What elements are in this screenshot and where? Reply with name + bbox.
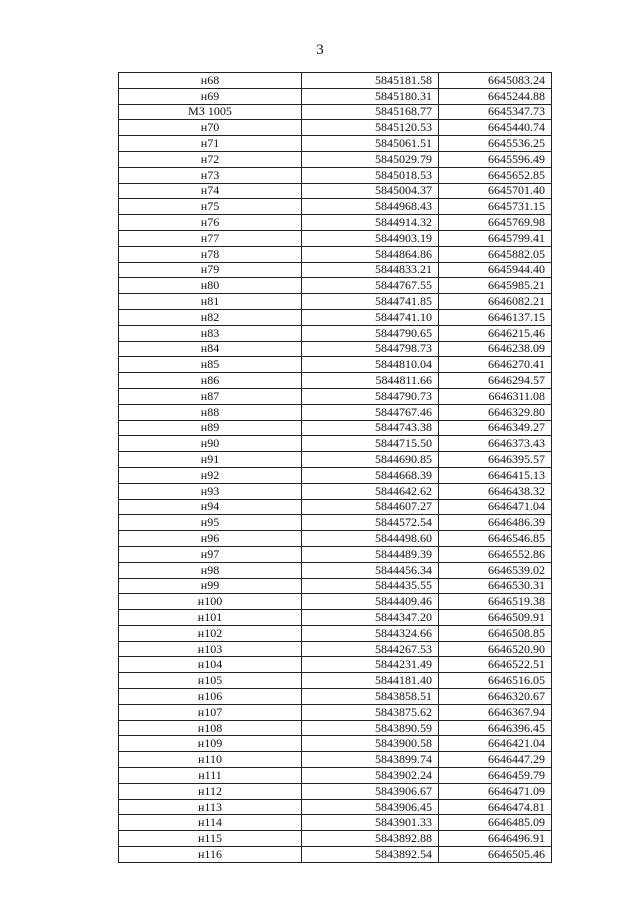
point-name-cell: н81	[119, 294, 302, 310]
point-name-cell: н80	[119, 278, 302, 294]
point-name-cell: н114	[119, 815, 302, 831]
table-row	[119, 689, 552, 705]
table-row	[119, 625, 552, 641]
table-row	[119, 736, 552, 752]
point-name-cell: н100	[119, 594, 302, 610]
table-row	[119, 673, 552, 689]
table-row	[119, 151, 552, 167]
y-coordinate-cell: 6645769.98	[439, 215, 552, 231]
y-coordinate-cell: 6645944.40	[439, 262, 552, 278]
y-coordinate-cell: 6645347.73	[439, 104, 552, 120]
table-row	[119, 278, 552, 294]
y-coordinate-cell: 6645536.25	[439, 136, 552, 152]
y-coordinate-cell: 6646270.41	[439, 357, 552, 373]
table-row	[119, 452, 552, 468]
x-coordinate-cell: 5844864.86	[302, 246, 439, 262]
point-name-cell: н73	[119, 167, 302, 183]
point-name-cell: н86	[119, 373, 302, 389]
x-coordinate-cell: 5844668.39	[302, 467, 439, 483]
x-coordinate-cell: 5844347.20	[302, 610, 439, 626]
x-coordinate-cell: 5843906.67	[302, 783, 439, 799]
y-coordinate-cell: 6646320.67	[439, 689, 552, 705]
table-row	[119, 262, 552, 278]
point-name-cell: н101	[119, 610, 302, 626]
y-coordinate-cell: 6646395.57	[439, 452, 552, 468]
point-name-cell: н98	[119, 562, 302, 578]
x-coordinate-cell: 5844231.49	[302, 657, 439, 673]
point-name-cell: н106	[119, 689, 302, 705]
y-coordinate-cell: 6646459.79	[439, 768, 552, 784]
y-coordinate-cell: 6646546.85	[439, 531, 552, 547]
point-name-cell: н94	[119, 499, 302, 515]
point-name-cell: н103	[119, 641, 302, 657]
page-number: 3	[316, 42, 324, 58]
x-coordinate-cell: 5844743.38	[302, 420, 439, 436]
x-coordinate-cell: 5845168.77	[302, 104, 439, 120]
table-row	[119, 230, 552, 246]
table-row	[119, 594, 552, 610]
point-name-cell: н96	[119, 531, 302, 547]
table-row	[119, 657, 552, 673]
y-coordinate-cell: 6646137.15	[439, 309, 552, 325]
x-coordinate-cell: 5844456.34	[302, 562, 439, 578]
point-name-cell: н69	[119, 88, 302, 104]
x-coordinate-cell: 5843890.59	[302, 720, 439, 736]
point-name-cell: н74	[119, 183, 302, 199]
point-name-cell: н84	[119, 341, 302, 357]
y-coordinate-cell: 6645799.41	[439, 230, 552, 246]
table-row	[119, 483, 552, 499]
x-coordinate-cell: 5844267.53	[302, 641, 439, 657]
y-coordinate-cell: 6646471.09	[439, 783, 552, 799]
x-coordinate-cell: 5844642.62	[302, 483, 439, 499]
y-coordinate-cell: 6646471.04	[439, 499, 552, 515]
y-coordinate-cell: 6646215.46	[439, 325, 552, 341]
point-name-cell: н116	[119, 847, 302, 863]
x-coordinate-cell: 5843875.62	[302, 704, 439, 720]
table-row	[119, 531, 552, 547]
y-coordinate-cell: 6646238.09	[439, 341, 552, 357]
point-name-cell: н78	[119, 246, 302, 262]
y-coordinate-cell: 6645882.05	[439, 246, 552, 262]
table-row	[119, 120, 552, 136]
point-name-cell: н71	[119, 136, 302, 152]
table-row	[119, 847, 552, 863]
x-coordinate-cell: 5844833.21	[302, 262, 439, 278]
table-row	[119, 610, 552, 626]
table-row	[119, 768, 552, 784]
point-name-cell: н110	[119, 752, 302, 768]
table-row	[119, 799, 552, 815]
x-coordinate-cell: 5844790.73	[302, 388, 439, 404]
y-coordinate-cell: 6646396.45	[439, 720, 552, 736]
y-coordinate-cell: 6646508.85	[439, 625, 552, 641]
table-row	[119, 720, 552, 736]
point-name-cell: н72	[119, 151, 302, 167]
table-row	[119, 562, 552, 578]
table-row	[119, 515, 552, 531]
point-name-cell: н88	[119, 404, 302, 420]
x-coordinate-cell: 5845018.53	[302, 167, 439, 183]
y-coordinate-cell: 6646311.08	[439, 388, 552, 404]
y-coordinate-cell: 6646349.27	[439, 420, 552, 436]
y-coordinate-cell: 6646421.04	[439, 736, 552, 752]
y-coordinate-cell: 6645701.40	[439, 183, 552, 199]
table-row	[119, 294, 552, 310]
x-coordinate-cell: 5845180.31	[302, 88, 439, 104]
y-coordinate-cell: 6646505.46	[439, 847, 552, 863]
x-coordinate-cell: 5845004.37	[302, 183, 439, 199]
x-coordinate-cell: 5844968.43	[302, 199, 439, 215]
y-coordinate-cell: 6646509.91	[439, 610, 552, 626]
x-coordinate-cell: 5844409.46	[302, 594, 439, 610]
point-name-cell: н95	[119, 515, 302, 531]
x-coordinate-cell: 5844741.10	[302, 309, 439, 325]
x-coordinate-cell: 5844903.19	[302, 230, 439, 246]
table-row	[119, 641, 552, 657]
y-coordinate-cell: 6646486.39	[439, 515, 552, 531]
point-name-cell: н107	[119, 704, 302, 720]
y-coordinate-cell: 6646373.43	[439, 436, 552, 452]
table-row	[119, 215, 552, 231]
y-coordinate-cell: 6646294.57	[439, 373, 552, 389]
y-coordinate-cell: 6645244.88	[439, 88, 552, 104]
y-coordinate-cell: 6645985.21	[439, 278, 552, 294]
table-row	[119, 357, 552, 373]
x-coordinate-cell: 5843899.74	[302, 752, 439, 768]
point-name-cell: н93	[119, 483, 302, 499]
y-coordinate-cell: 6646516.05	[439, 673, 552, 689]
x-coordinate-cell: 5845061.51	[302, 136, 439, 152]
y-coordinate-cell: 6646438.32	[439, 483, 552, 499]
coordinates-table-body	[119, 73, 552, 863]
point-name-cell: н77	[119, 230, 302, 246]
table-row	[119, 246, 552, 262]
y-coordinate-cell: 6646496.91	[439, 831, 552, 847]
point-name-cell: н113	[119, 799, 302, 815]
table-row	[119, 388, 552, 404]
x-coordinate-cell: 5845181.58	[302, 73, 439, 89]
x-coordinate-cell: 5844810.04	[302, 357, 439, 373]
x-coordinate-cell: 5844767.46	[302, 404, 439, 420]
x-coordinate-cell: 5844607.27	[302, 499, 439, 515]
point-name-cell: н105	[119, 673, 302, 689]
point-name-cell: н109	[119, 736, 302, 752]
point-name-cell: н102	[119, 625, 302, 641]
point-name-cell: н83	[119, 325, 302, 341]
x-coordinate-cell: 5844498.60	[302, 531, 439, 547]
y-coordinate-cell: 6646367.94	[439, 704, 552, 720]
y-coordinate-cell: 6646485.09	[439, 815, 552, 831]
table-row	[119, 578, 552, 594]
x-coordinate-cell: 5844741.85	[302, 294, 439, 310]
x-coordinate-cell: 5843906.45	[302, 799, 439, 815]
y-coordinate-cell: 6646329.80	[439, 404, 552, 420]
x-coordinate-cell: 5844690.85	[302, 452, 439, 468]
x-coordinate-cell: 5843892.54	[302, 847, 439, 863]
x-coordinate-cell: 5844811.66	[302, 373, 439, 389]
x-coordinate-cell: 5843858.51	[302, 689, 439, 705]
point-name-cell: н115	[119, 831, 302, 847]
x-coordinate-cell: 5845120.53	[302, 120, 439, 136]
x-coordinate-cell: 5843902.24	[302, 768, 439, 784]
point-name-cell: н75	[119, 199, 302, 215]
point-name-cell: н90	[119, 436, 302, 452]
point-name-cell: н79	[119, 262, 302, 278]
point-name-cell: н70	[119, 120, 302, 136]
y-coordinate-cell: 6646520.90	[439, 641, 552, 657]
y-coordinate-cell: 6646530.31	[439, 578, 552, 594]
table-row	[119, 183, 552, 199]
point-name-cell: н104	[119, 657, 302, 673]
y-coordinate-cell: 6646539.02	[439, 562, 552, 578]
table-row	[119, 136, 552, 152]
y-coordinate-cell: 6646552.86	[439, 546, 552, 562]
table-row	[119, 467, 552, 483]
x-coordinate-cell: 5844715.50	[302, 436, 439, 452]
table-row	[119, 373, 552, 389]
y-coordinate-cell: 6645652.85	[439, 167, 552, 183]
table-row	[119, 73, 552, 89]
point-name-cell: МЗ 1005	[119, 104, 302, 120]
point-name-cell: н89	[119, 420, 302, 436]
y-coordinate-cell: 6645083.24	[439, 73, 552, 89]
table-row	[119, 341, 552, 357]
x-coordinate-cell: 5843892.88	[302, 831, 439, 847]
x-coordinate-cell: 5845029.79	[302, 151, 439, 167]
x-coordinate-cell: 5844790.65	[302, 325, 439, 341]
point-name-cell: н82	[119, 309, 302, 325]
x-coordinate-cell: 5844435.55	[302, 578, 439, 594]
x-coordinate-cell: 5844489.39	[302, 546, 439, 562]
point-name-cell: н76	[119, 215, 302, 231]
table-row	[119, 167, 552, 183]
y-coordinate-cell: 6646415.13	[439, 467, 552, 483]
y-coordinate-cell: 6646447.29	[439, 752, 552, 768]
x-coordinate-cell: 5844914.32	[302, 215, 439, 231]
coordinates-table	[118, 72, 552, 863]
table-row	[119, 199, 552, 215]
x-coordinate-cell: 5844572.54	[302, 515, 439, 531]
point-name-cell: н108	[119, 720, 302, 736]
y-coordinate-cell: 6646082.21	[439, 294, 552, 310]
table-row	[119, 815, 552, 831]
table-row	[119, 404, 552, 420]
point-name-cell: н99	[119, 578, 302, 594]
x-coordinate-cell: 5844181.40	[302, 673, 439, 689]
table-row	[119, 499, 552, 515]
table-row	[119, 436, 552, 452]
y-coordinate-cell: 6645440.74	[439, 120, 552, 136]
point-name-cell: н85	[119, 357, 302, 373]
table-row	[119, 309, 552, 325]
table-row	[119, 752, 552, 768]
point-name-cell: н68	[119, 73, 302, 89]
point-name-cell: н111	[119, 768, 302, 784]
table-row	[119, 831, 552, 847]
point-name-cell: н91	[119, 452, 302, 468]
x-coordinate-cell: 5844767.55	[302, 278, 439, 294]
table-row	[119, 704, 552, 720]
y-coordinate-cell: 6646522.51	[439, 657, 552, 673]
y-coordinate-cell: 6646474.81	[439, 799, 552, 815]
table-row	[119, 325, 552, 341]
point-name-cell: н97	[119, 546, 302, 562]
point-name-cell: н87	[119, 388, 302, 404]
table-row	[119, 420, 552, 436]
table-row	[119, 104, 552, 120]
table-row	[119, 783, 552, 799]
x-coordinate-cell: 5844324.66	[302, 625, 439, 641]
y-coordinate-cell: 6645731.15	[439, 199, 552, 215]
y-coordinate-cell: 6646519.38	[439, 594, 552, 610]
table-row	[119, 546, 552, 562]
x-coordinate-cell: 5844798.73	[302, 341, 439, 357]
point-name-cell: н112	[119, 783, 302, 799]
x-coordinate-cell: 5843900.58	[302, 736, 439, 752]
table-row	[119, 88, 552, 104]
x-coordinate-cell: 5843901.33	[302, 815, 439, 831]
point-name-cell: н92	[119, 467, 302, 483]
y-coordinate-cell: 6645596.49	[439, 151, 552, 167]
